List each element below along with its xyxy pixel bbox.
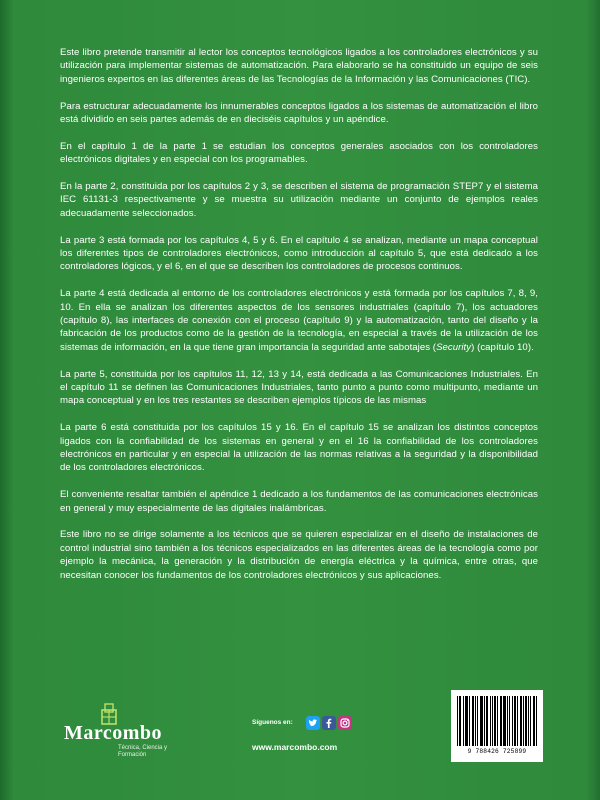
twitter-icon[interactable] <box>306 716 320 730</box>
barcode-bar <box>481 696 482 746</box>
barcode-bar <box>467 696 468 746</box>
barcode-bar <box>475 696 476 746</box>
barcode-bar <box>480 696 481 746</box>
blurb-paragraph-1: Este libro pretende transmitir al lector los conceptos tecnológicos ligados a los controladores electrónicos y su utilización para implementar sistemas de automatización. Para elaborarlo se ha constituido un equipo de seis ingenieros expertos en las diferentes áreas de las Tecnologías de la Información y las Comunicaciones (TIC). <box>60 47 538 85</box>
barcode-bar <box>509 696 510 746</box>
barcode-bar <box>500 696 501 746</box>
barcode-bar <box>466 696 467 746</box>
barcode-bar <box>517 696 518 746</box>
barcode-bar <box>533 696 534 746</box>
social-label: Síguenos en: <box>252 719 293 726</box>
barcode-bar <box>501 696 502 746</box>
back-cover-blurb <box>60 46 538 596</box>
barcode-bar <box>469 696 470 746</box>
isbn-barcode <box>451 690 543 762</box>
barcode-bar <box>463 696 464 746</box>
blurb-paragraph-10: Este libro no se dirige solamente a los técnicos que se quieren especializar en el diseño de instalaciones de control industrial sino también a los técnicos especializados en las diferentes áreas de la tecnología como por ejemplo la mecánica, la generación y la distribución de energía eléctrica y la química, entre otras, que necesitan conocer los fundamentos de los controladores electrónicos y sus aplicaciones. <box>60 529 538 581</box>
barcode-bar <box>473 696 474 746</box>
barcode-bar <box>490 696 491 746</box>
barcode-bar <box>465 696 466 746</box>
barcode-bar <box>482 696 483 746</box>
blurb-paragraph-9: El conveniente resaltar también el apéndice 1 dedicado a los fundamentos de las comunicaciones electrónicas en general y muy especialmente de las digitales inalámbricas. <box>60 489 538 514</box>
barcode-bar <box>484 696 485 746</box>
blurb-paragraph-2: Para estructurar adecuadamente los innumerables conceptos ligados a los sistemas de automatización el libro está dividido en seis partes además de en dieciséis capítulos y un apéndice. <box>60 100 538 126</box>
blurb-paragraph-8: La parte 6 está constituida por los capítulos 15 y 16. En el capítulo 15 se analizan los distintos conceptos ligados con la confiabilidad de los sistemas en general y en el 16 la confiabilidad de los controladores electrónicos en particular y en especial la utilización de las normas relativas a la seguridad y la disponibilidad de los controladores electrónicos. <box>60 422 538 474</box>
barcode-bar <box>504 696 505 746</box>
barcode-bar <box>492 696 493 746</box>
publisher-website[interactable]: www.marcombo.com <box>252 742 338 752</box>
barcode-bar <box>459 696 460 746</box>
blurb-paragraph-5: La parte 3 está formada por los capítulos 4, 5 y 6. En el capítulo 4 se analizan, mediante un mapa conceptual los diferentes tipos de controladores electrónicos, como introducción al capítulo 5, que está dedicado a los controladores lógicos, y el 6, en el que se describen los controladores de procesos continuos. <box>60 234 538 273</box>
barcode-bar <box>495 696 496 746</box>
barcode-bar <box>515 696 516 746</box>
barcode-bar <box>505 696 506 746</box>
publisher-name: Marcombo <box>64 722 163 744</box>
cover-footer <box>0 690 600 800</box>
barcode-bar <box>507 696 508 746</box>
blurb-paragraph-6-text: La parte 4 está dedicada al entorno de los controladores electrónicos y está formada por los capítulos 7, 8, 9, 10. En ella se analizan los diferentes aspectos de los sensores industriales (capítulo 7), los actuadores (capítulo 8), las interfaces de conexión con el proceso (capítulo 9) y la automatización, tanto del diseño y la fabricación de los productos como de la gestión de la tecnología, en especial a través de la utilización de los sistemas de información, en la que tiene gran importancia la seguridad ante sabotajes ( <box>60 288 538 353</box>
barcode-bar <box>514 696 515 746</box>
isbn-digits: 9 788426 725899 <box>467 748 527 755</box>
barcode-bar <box>494 696 495 746</box>
barcode-bar <box>523 696 524 746</box>
barcode-bar <box>528 696 529 746</box>
blurb-paragraph-4: En la parte 2, constituida por los capítulos 2 y 3, se describen el sistema de programación STEP7 y el sistema IEC 61131-3 respectivamente y se muestra su utilización mediante un conjunto de ejemplos reales adecuadamente seleccionados. <box>60 181 538 219</box>
barcode-bar <box>526 696 527 746</box>
instagram-icon[interactable] <box>338 716 352 730</box>
barcode-bar <box>472 696 473 746</box>
blurb-paragraph-6-end: ) (capítulo 10). <box>471 341 534 353</box>
barcode-bars <box>457 696 537 746</box>
barcode-bar <box>521 696 522 746</box>
barcode-bar <box>512 696 513 746</box>
barcode-bar <box>520 696 521 746</box>
barcode-bar <box>525 696 526 746</box>
blurb-paragraph-7: La parte 5, constituida por los capítulos 11, 12, 13 y 14, está dedicada a las Comunicaciones Industriales. En el capítulo 11 se definen las Comunicaciones Industriales, tanto punto a punto como multipunto, mediante un mapa conceptual y en los tres restantes se describen ejemplos típicos de las mismas <box>60 368 538 407</box>
facebook-icon[interactable] <box>322 716 336 730</box>
publisher-tagline: Técnica, Ciencia y Formación <box>118 745 168 758</box>
barcode-bar <box>534 696 535 746</box>
barcode-bar <box>457 696 458 746</box>
barcode-bar <box>530 696 531 746</box>
barcode-bar <box>486 696 487 746</box>
security-term: Security <box>436 341 472 353</box>
barcode-bar <box>497 696 498 746</box>
barcode-bar <box>487 696 488 746</box>
blurb-paragraph-3: En el capítulo 1 de la parte 1 se estudian los conceptos generales asociados con los controladores electrónicos digitales y en especial con los programables. <box>60 140 538 166</box>
publisher-logo[interactable] <box>62 700 182 770</box>
barcode-bar <box>477 696 478 746</box>
blurb-paragraph-6 <box>60 287 538 354</box>
barcode-bar <box>460 696 461 746</box>
barcode-bar <box>536 696 537 746</box>
barcode-bar <box>503 696 504 746</box>
